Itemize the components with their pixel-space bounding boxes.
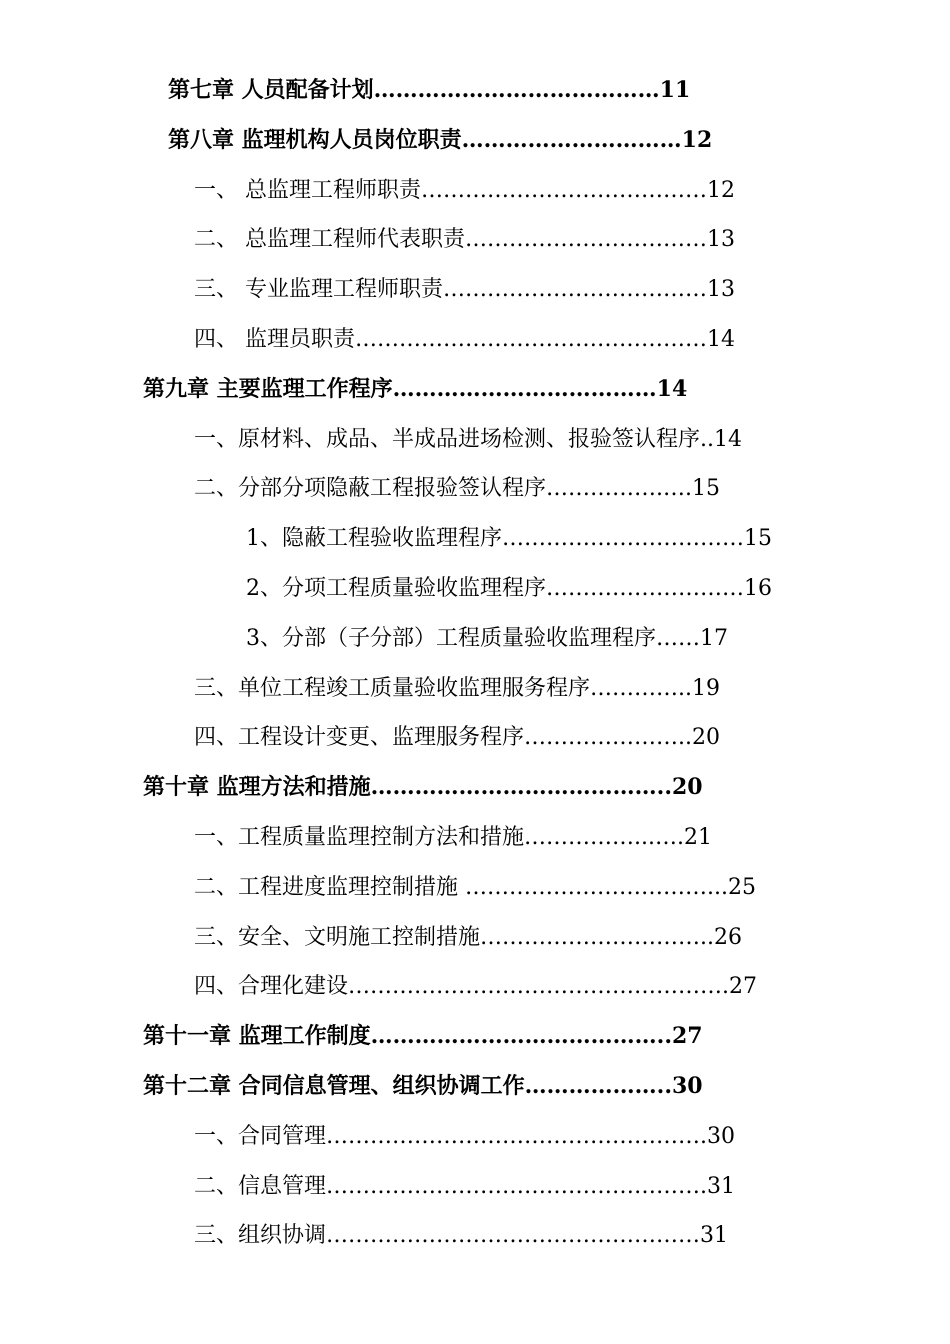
toc-chapter-entry: 第十二章 合同信息管理、组织协调工作………………..30 [143, 1072, 703, 1099]
toc-section-entry: 三、组织协调……………………………………………31 [194, 1223, 728, 1249]
toc-section-entry: 四、 监理员职责…………………………………………14 [194, 326, 735, 352]
toc-chapter-entry: 第九章 主要监理工作程序………………………………14 [143, 375, 688, 402]
toc-section-entry: 1、隐蔽工程验收监理程序……………………………15 [246, 526, 772, 552]
toc-section-entry: 三、单位工程竣工质量验收监理服务程序…………..19 [194, 675, 720, 701]
toc-section-entry: 二、分部分项隐蔽工程报验签认程序…………….….15 [194, 476, 720, 502]
toc-section-entry: 3、分部（子分部）工程质量验收监理程序……17 [246, 625, 728, 651]
toc-section-entry: 2、分项工程质量验收监理程序………………………16 [246, 575, 772, 601]
toc-section-entry: 二、工程进度监理控制措施 ……………………………...25 [194, 874, 756, 900]
toc-section-entry: 一、合同管理…………………………………………….30 [194, 1123, 735, 1149]
toc-section-entry: 四、合理化建设…………………………………………….27 [194, 974, 757, 1000]
toc-chapter-entry: 第十章 监理方法和措施…………………………………..20 [143, 774, 703, 801]
toc-section-entry: 一、原材料、成品、半成品进场检测、报验签认程序..14 [194, 426, 742, 452]
table-of-contents [0, 66, 950, 1261]
toc-chapter-entry: 第七章 人员配备计划…………………………………11 [168, 77, 691, 103]
toc-section-entry: 二、信息管理…………………………………………….31 [194, 1173, 735, 1199]
toc-section-entry: 三、安全、文明施工控制措施…………………………..26 [194, 924, 742, 950]
toc-section-entry: 三、 专业监理工程师职责………………………………13 [194, 277, 735, 303]
toc-section-entry: 一、 总监理工程师职责…………………………………12 [194, 177, 735, 203]
toc-section-entry: 二、 总监理工程师代表职责……………………………13 [194, 227, 735, 253]
toc-chapter-entry: 第十一章 监理工作制度…………………………………..27 [143, 1023, 703, 1050]
toc-section-entry: 一、工程质量监理控制方法和措施……………...….21 [194, 824, 712, 850]
toc-chapter-entry: 第八章 监理机构人员岗位职责…………………………12 [168, 126, 713, 153]
toc-section-entry: 四、工程设计变更、监理服务程序…………………..20 [194, 725, 720, 751]
